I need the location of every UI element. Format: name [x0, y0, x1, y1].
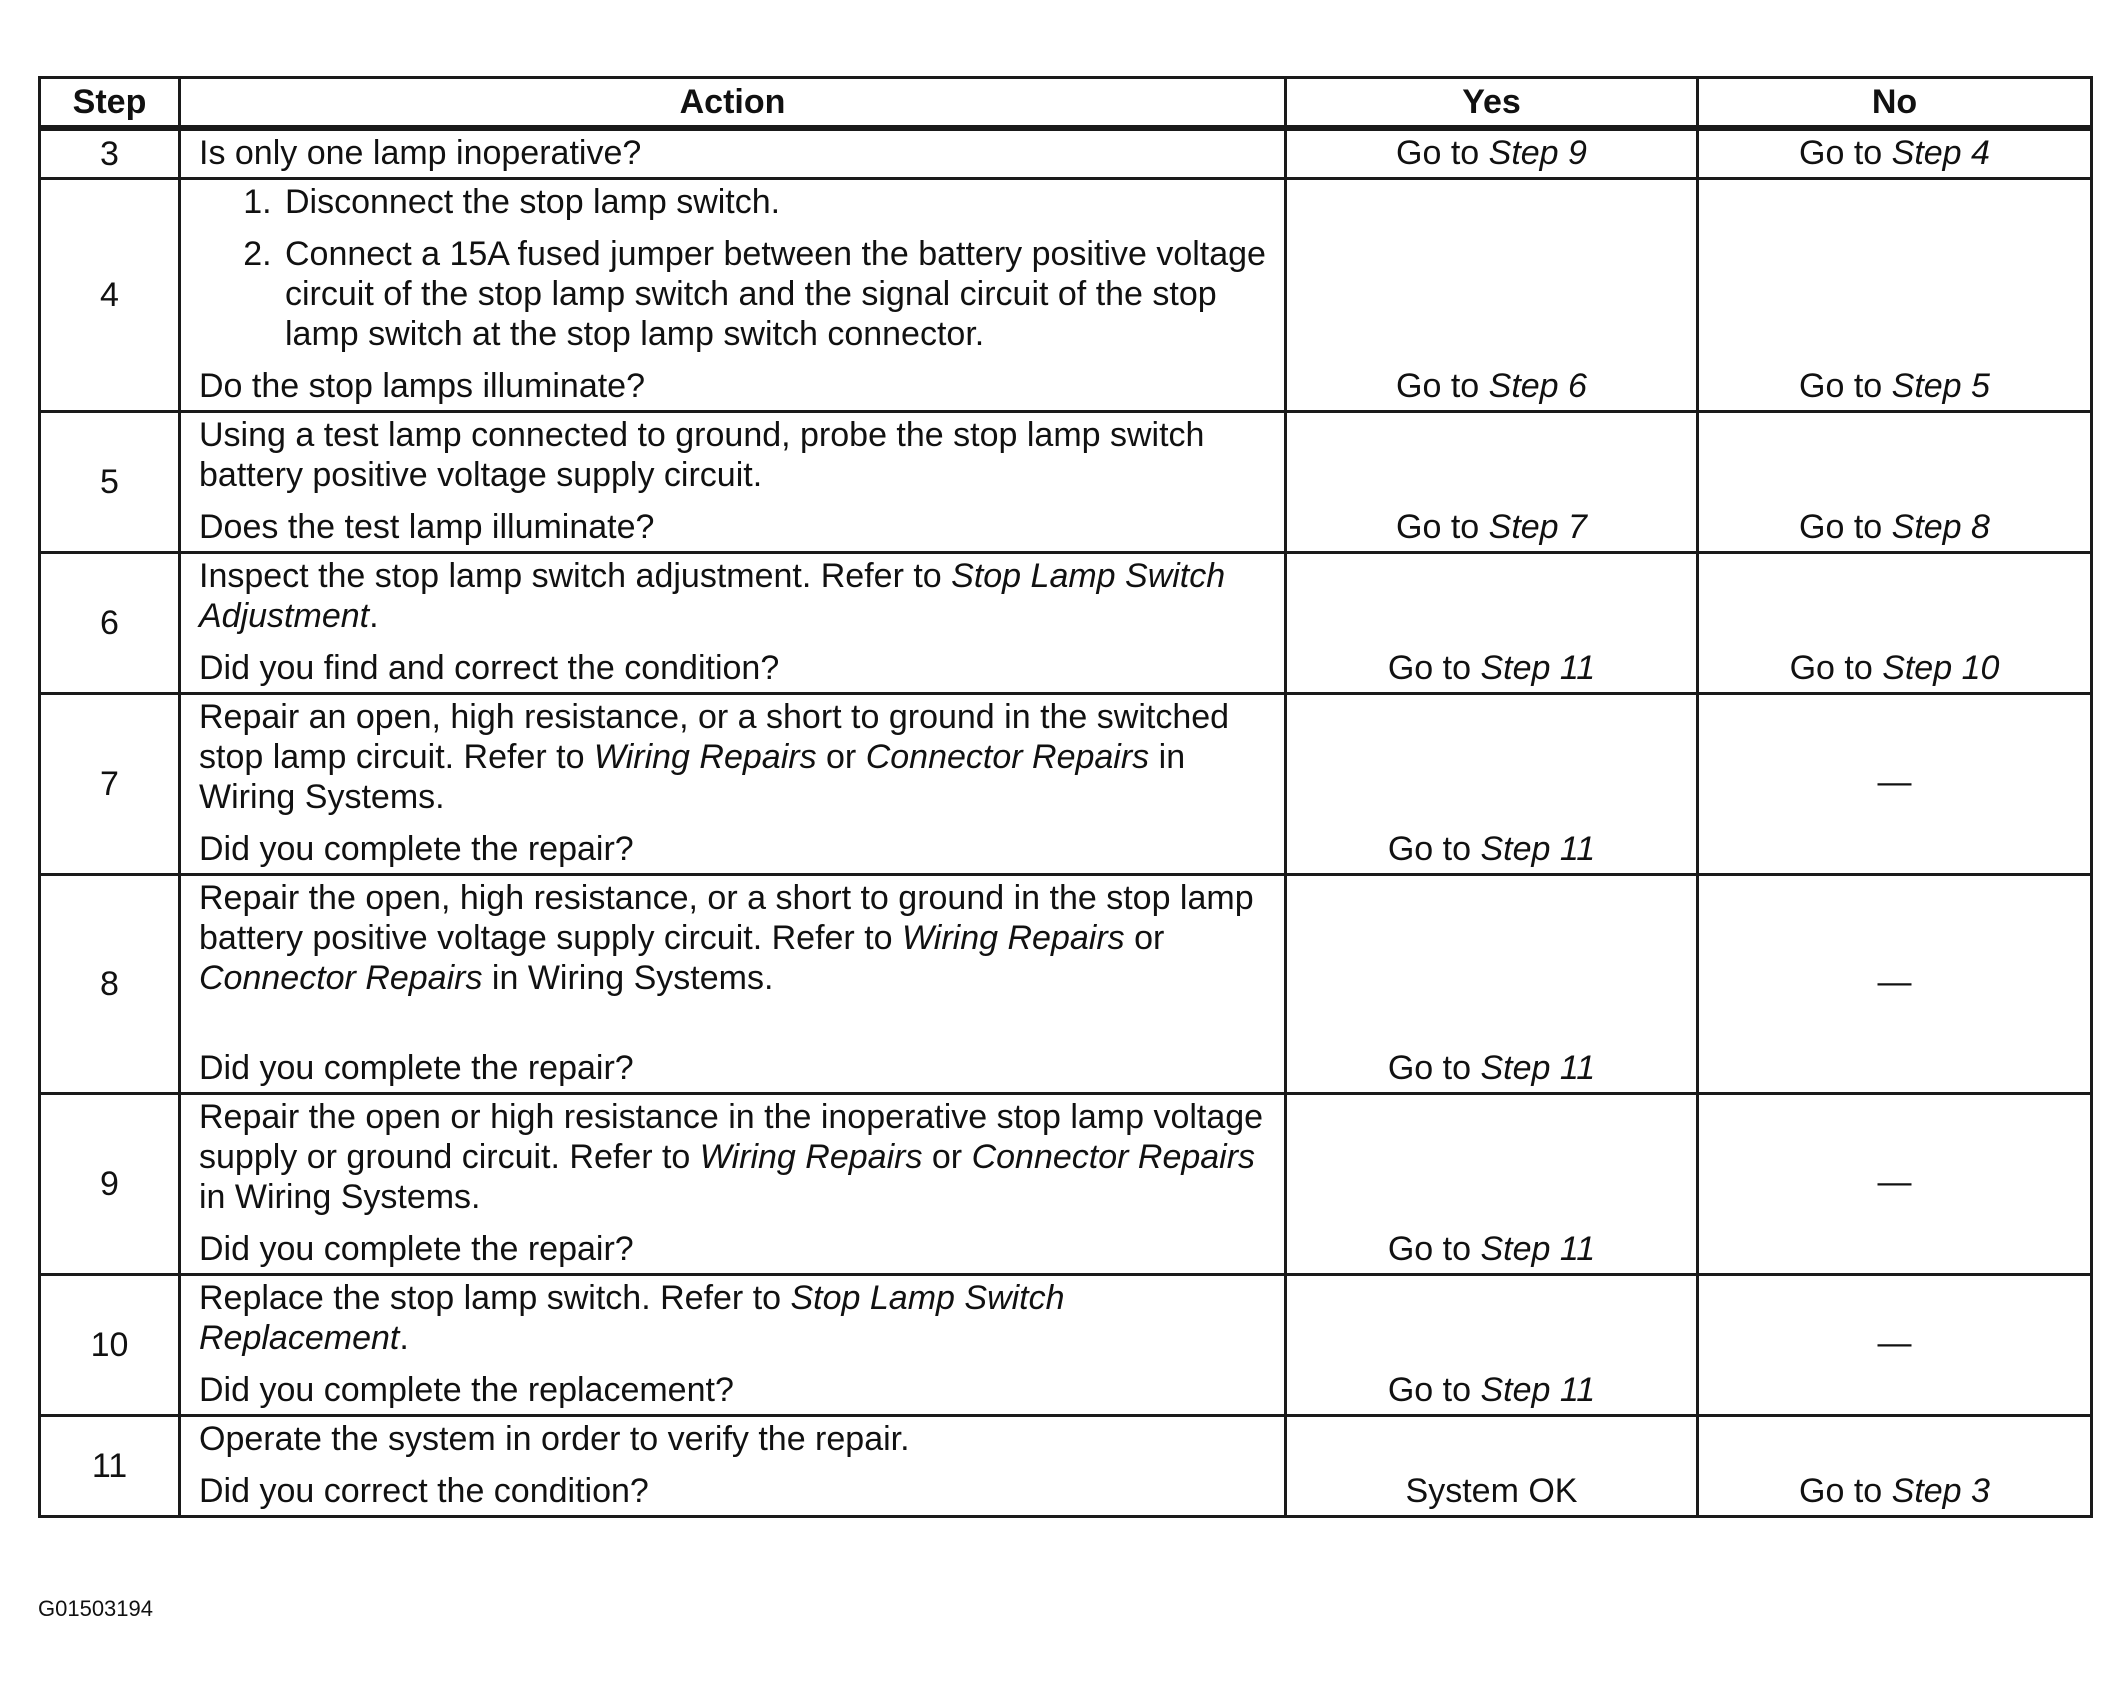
step-question: Did you correct the condition? [199, 1472, 649, 1510]
diagnostic-document [38, 76, 2090, 1518]
go-to-text: Go to [1799, 1472, 1892, 1510]
step-link[interactable]: Step 9 [1488, 134, 1587, 172]
step-link[interactable]: Step 7 [1488, 508, 1587, 546]
step-question: Does the test lamp illuminate? [199, 508, 655, 546]
no-cell [1698, 128, 2092, 179]
procedure-link[interactable]: Stop Lamp Switch Replacement [199, 1279, 1065, 1357]
go-to-text: Go to [1387, 1230, 1481, 1268]
step-number: 6 [40, 553, 180, 694]
go-to-text: Go to [1799, 367, 1892, 405]
go-to-text: Go to [1396, 508, 1489, 546]
table-row [40, 179, 2092, 412]
step-instruction: Replace the stop lamp switch. Refer to Stop Lamp Switch Replacement. [199, 1279, 1065, 1357]
table-row [40, 1094, 2092, 1275]
procedure-link[interactable]: Wiring Repairs [699, 1138, 923, 1176]
action-cell [180, 179, 1286, 412]
no-cell-dash: — [1698, 1094, 2092, 1275]
yes-cell [1286, 1275, 1698, 1416]
procedure-link[interactable]: Wiring Repairs [593, 738, 817, 776]
substep-item: 1. Disconnect the stop lamp switch. [281, 182, 1274, 222]
step-question: Did you complete the repair? [199, 830, 634, 868]
step-number: 4 [40, 179, 180, 412]
step-number: 8 [40, 875, 180, 1094]
step-instruction: Using a test lamp connected to ground, probe the stop lamp switch battery positive voltage supply circuit. [199, 416, 1205, 494]
step-instruction: Repair an open, high resistance, or a short to ground in the switched stop lamp circuit. Refer to Wiring Repairs or Connector Repairs in Wiring Systems. [199, 698, 1230, 816]
yes-cell [1286, 875, 1698, 1094]
action-cell [180, 1416, 1286, 1517]
header-yes: Yes [1286, 78, 1698, 129]
header-no: No [1698, 78, 2092, 129]
action-cell [180, 694, 1286, 875]
yes-cell [1286, 694, 1698, 875]
no-cell [1698, 1416, 2092, 1517]
step-link[interactable]: Step 3 [1891, 1472, 1990, 1510]
go-to-text: Go to [1387, 830, 1481, 868]
step-link[interactable]: Step 6 [1488, 367, 1587, 405]
step-link[interactable]: Step 11 [1480, 830, 1596, 868]
action-cell [180, 412, 1286, 553]
step-question: Did you find and correct the condition? [199, 649, 780, 687]
spacer [199, 998, 1274, 1048]
go-to-text: Go to [1789, 649, 1883, 687]
header-step: Step [40, 78, 180, 129]
step-number: 9 [40, 1094, 180, 1275]
no-cell-dash: — [1698, 1275, 2092, 1416]
table-row [40, 412, 2092, 553]
action-cell [180, 875, 1286, 1094]
step-instruction: Repair the open or high resistance in the inoperative stop lamp voltage supply or ground circuit. Refer to Wiring Repairs or Connector Repairs in Wiring Systems. [199, 1098, 1264, 1216]
action-cell [180, 1094, 1286, 1275]
step-instruction: Inspect the stop lamp switch adjustment. Refer to Stop Lamp Switch Adjustment. [199, 557, 1226, 635]
no-cell [1698, 553, 2092, 694]
yes-cell [1286, 412, 1698, 553]
header-row [40, 78, 2092, 129]
step-question: Did you complete the replacement? [199, 1371, 734, 1409]
yes-cell [1286, 1094, 1698, 1275]
table-row [40, 128, 2092, 179]
figure-id: G01503194 [38, 1596, 153, 1621]
procedure-link[interactable]: Connector Repairs [971, 1138, 1256, 1176]
substep-list [199, 182, 1274, 354]
step-instruction: Repair the open, high resistance, or a short to ground in the stop lamp battery positive voltage supply circuit. Refer to Wiring Repairs or Connector Repairs in Wiring Systems. [199, 879, 1254, 997]
yes-cell-result: System OK [1286, 1416, 1698, 1517]
no-cell-dash: — [1698, 694, 2092, 875]
go-to-text: Go to [1396, 134, 1489, 172]
procedure-link[interactable]: Connector Repairs [865, 738, 1150, 776]
step-link[interactable]: Step 8 [1891, 508, 1990, 546]
go-to-text: Go to [1387, 1371, 1481, 1409]
go-to-text: Go to [1799, 508, 1892, 546]
step-number: 7 [40, 694, 180, 875]
yes-cell [1286, 179, 1698, 412]
yes-cell [1286, 553, 1698, 694]
go-to-text: Go to [1396, 367, 1489, 405]
table-row [40, 553, 2092, 694]
substep-item: 2. Connect a 15A fused jumper between the battery positive voltage circuit of the stop lamp switch and the signal circuit of the stop lamp switch at the stop lamp switch connector. [281, 234, 1274, 354]
step-link[interactable]: Step 5 [1891, 367, 1990, 405]
procedure-link[interactable]: Wiring Repairs [902, 919, 1125, 957]
step-link[interactable]: Step 11 [1480, 1049, 1596, 1087]
no-cell [1698, 412, 2092, 553]
step-number: 3 [40, 128, 180, 179]
procedure-link[interactable]: Connector Repairs [199, 959, 483, 997]
step-instruction: Operate the system in order to verify the repair. [199, 1420, 910, 1458]
action-cell [180, 1275, 1286, 1416]
step-question: Did you complete the repair? [199, 1049, 634, 1087]
action-cell [180, 553, 1286, 694]
table-row [40, 875, 2092, 1094]
step-number: 11 [40, 1416, 180, 1517]
step-link[interactable]: Step 11 [1480, 1230, 1596, 1268]
procedure-link[interactable]: Stop Lamp Switch Adjustment [199, 557, 1226, 635]
step-number: 5 [40, 412, 180, 553]
table-row [40, 1416, 2092, 1517]
step-link[interactable]: Step 10 [1882, 649, 2000, 687]
diagnostic-table [38, 76, 2093, 1518]
yes-cell [1286, 128, 1698, 179]
no-cell-dash: — [1698, 875, 2092, 1094]
header-action: Action [180, 78, 1286, 129]
go-to-text: Go to [1387, 1049, 1481, 1087]
step-question: Did you complete the repair? [199, 1230, 634, 1268]
go-to-text: Go to [1799, 134, 1892, 172]
step-question: Do the stop lamps illuminate? [199, 367, 646, 405]
step-number: 10 [40, 1275, 180, 1416]
table-row [40, 1275, 2092, 1416]
step-link[interactable]: Step 11 [1480, 1371, 1596, 1409]
action-cell [180, 128, 1286, 179]
table-row [40, 694, 2092, 875]
go-to-text: Go to [1387, 649, 1481, 687]
step-link[interactable]: Step 4 [1891, 134, 1990, 172]
no-cell [1698, 179, 2092, 412]
step-question: Is only one lamp inoperative? [199, 134, 642, 172]
step-link[interactable]: Step 11 [1480, 649, 1596, 687]
